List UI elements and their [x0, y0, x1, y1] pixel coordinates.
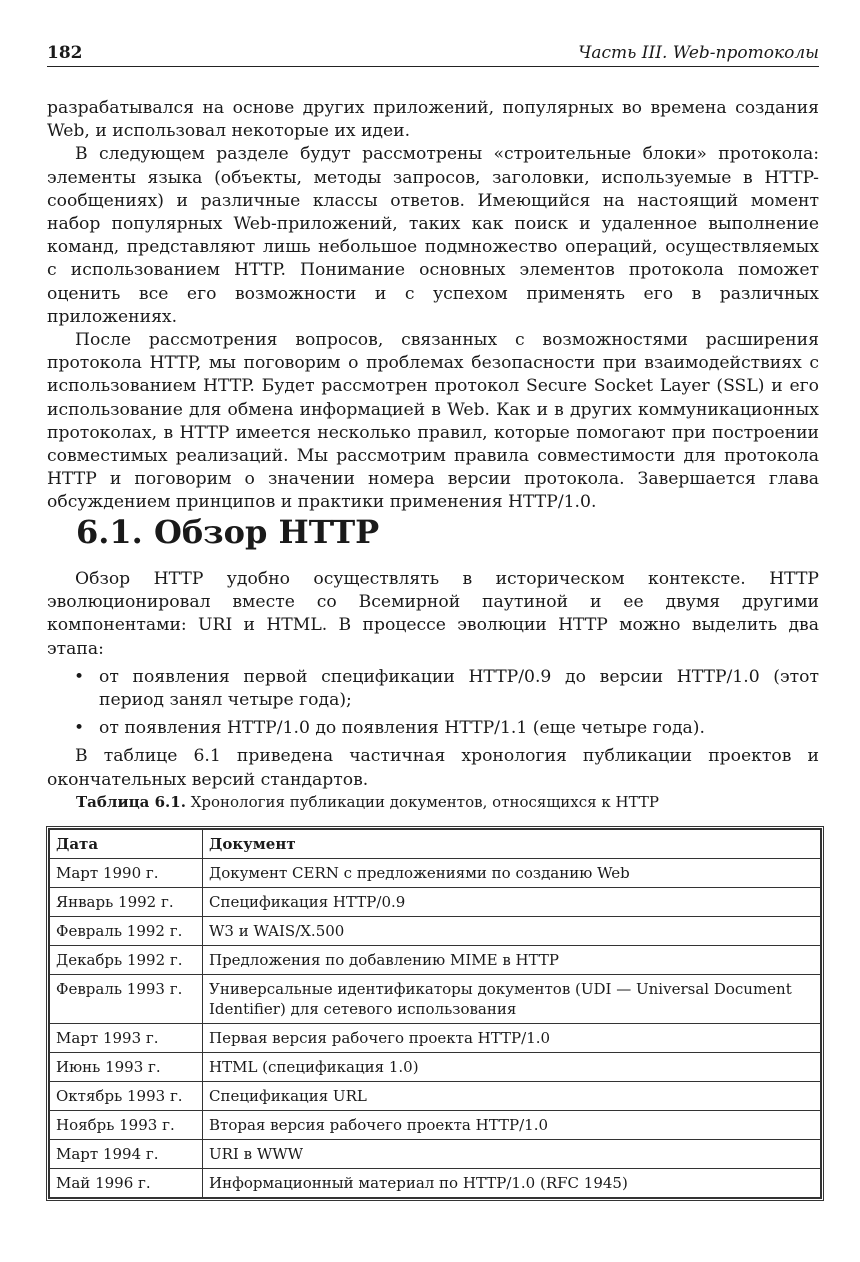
table-caption [76, 793, 659, 811]
date-cell: Март 1993 г. [50, 1024, 203, 1053]
document-cell: Предложения по добавлению MIME в HTTP [203, 946, 821, 975]
list-item-text: от появления первой спецификации HTTP/0.9 до версии HTTP/1.0 (этот период занял четыре года); [99, 666, 819, 711]
table-row [50, 888, 821, 917]
section-after-paragraph: В таблице 6.1 приведена частичная хронология публикации проектов и окончательных версий стандартов. [47, 746, 819, 790]
table-row [50, 1053, 821, 1082]
bullet-icon: • [74, 718, 85, 739]
column-header-document: Документ [203, 830, 821, 859]
date-cell: Март 1990 г. [50, 859, 203, 888]
table-row [50, 1111, 821, 1140]
table-row [50, 1082, 821, 1111]
table-caption-label: Таблица 6.1. [76, 793, 186, 811]
date-cell: Февраль 1993 г. [50, 975, 203, 1024]
document-cell: Вторая версия рабочего проекта HTTP/1.0 [203, 1111, 821, 1140]
table-caption-text: Хронология публикации документов, относящихся к HTTP [185, 793, 659, 811]
page-number: 182 [47, 43, 83, 63]
document-cell: HTML (спецификация 1.0) [203, 1053, 821, 1082]
chronology-table [46, 826, 824, 1201]
paragraph: разрабатывался на основе других приложений, популярных во времена создания Web, и использовал некоторые их идеи. [47, 98, 819, 142]
document-cell: W3 и WAIS/X.500 [203, 917, 821, 946]
date-cell: Июнь 1993 г. [50, 1053, 203, 1082]
document-cell: Спецификация URL [203, 1082, 821, 1111]
paragraph: В следующем разделе будут рассмотрены «строительные блоки» протокола: элементы языка (объекты, методы запросов, заголовки, используемые в HTTP-сообщениях) и различные классы ответов. Имеющийся на настоящий момент набор популярных Web-приложений, таких как поиск и удаленное выполнение команд, представляют лишь небольшое подмножество операций, осуществляемых с использованием HTTP. Понимание основных элементов протокола поможет оценить все его возможности и с успехом применять его в различных приложениях. [47, 144, 819, 327]
document-cell: Спецификация HTTP/0.9 [203, 888, 821, 917]
bullet-icon: • [74, 666, 85, 687]
body-text [47, 97, 819, 515]
document-cell: Первая версия рабочего проекта HTTP/1.0 [203, 1024, 821, 1053]
date-cell: Ноябрь 1993 г. [50, 1111, 203, 1140]
date-cell: Октябрь 1993 г. [50, 1082, 203, 1111]
document-cell: Информационный материал по HTTP/1.0 (RFC 1945) [203, 1169, 821, 1198]
table-row [50, 1169, 821, 1198]
date-cell: Май 1996 г. [50, 1169, 203, 1198]
document-cell: URI в WWW [203, 1140, 821, 1169]
paragraph: После рассмотрения вопросов, связанных с возможностями расширения протокола HTTP, мы поговорим о проблемах безопасности при взаимодействиях с использованием HTTP. Будет рассмотрен протокол Secure Socket Layer (SSL) и его использование для обмена информацией в Web. Как и в других коммуникационных протоколах, в HTTP имеется несколько правил, которые помогают при построении совместимых реализаций. Мы рассмотрим правила совместимости для протокола HTTP и поговорим о значении номера версии протокола. Завершается глава обсуждением принципов и практики применения HTTP/1.0. [47, 330, 819, 513]
table-row [50, 917, 821, 946]
section-intro: Обзор HTTP удобно осуществлять в историческом контексте. HTTP эволюционировал вместе со Всемирной паутиной и ее двумя другими компонентами: URI и HTML. В процессе эволюции HTTP можно выделить два этапа: [47, 569, 819, 659]
list-item [47, 717, 819, 740]
section-body [47, 568, 819, 792]
table-row [50, 975, 821, 1024]
section-title: 6.1. Обзор HTTP [76, 513, 380, 551]
table-row [50, 946, 821, 975]
table-row [50, 1024, 821, 1053]
page-header [47, 40, 819, 67]
date-cell: Март 1994 г. [50, 1140, 203, 1169]
date-cell: Февраль 1992 г. [50, 917, 203, 946]
date-cell: Декабрь 1992 г. [50, 946, 203, 975]
date-cell: Январь 1992 г. [50, 888, 203, 917]
table-header-row [50, 830, 821, 859]
list-item [47, 666, 819, 712]
list-item-text: от появления HTTP/1.0 до появления HTTP/1.1 (еще четыре года). [99, 718, 705, 739]
table-row [50, 1140, 821, 1169]
document-cell: Универсальные идентификаторы документов (UDI — Universal Document Identifier) для сетевого использования [203, 975, 821, 1024]
column-header-date: Дата [50, 830, 203, 859]
bullet-list [47, 666, 819, 741]
running-title: Часть III. Web-протоколы [578, 43, 819, 63]
table-row [50, 859, 821, 888]
document-cell: Документ CERN с предложениями по созданию Web [203, 859, 821, 888]
